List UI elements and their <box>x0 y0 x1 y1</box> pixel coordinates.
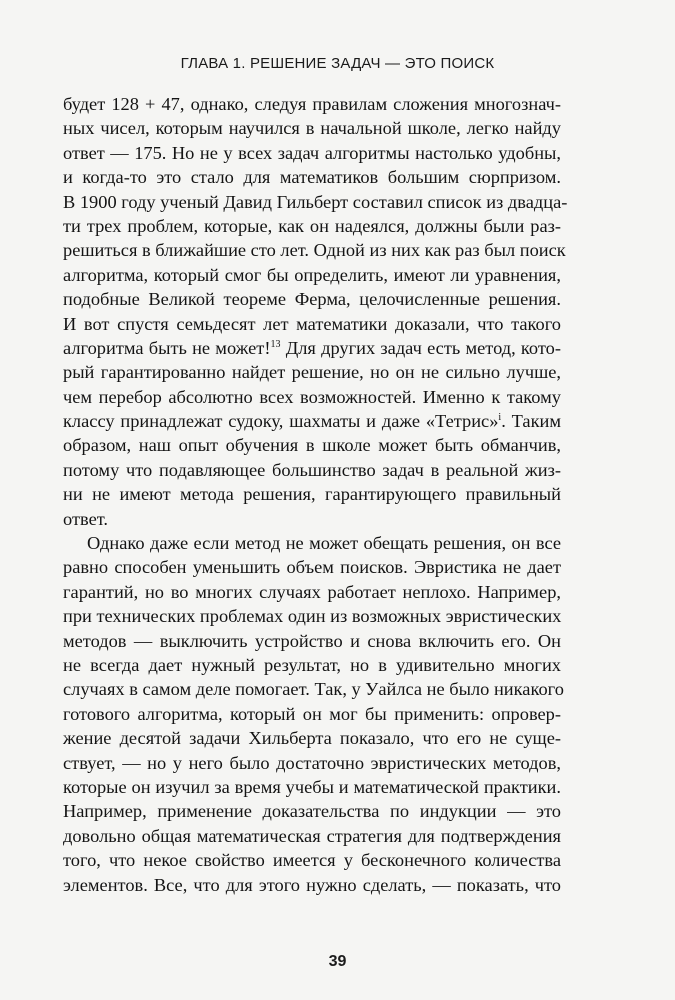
paragraph-first-line: Однако даже если метод не может обещать решения, он все <box>87 533 561 554</box>
text-line: Например, применение доказательства по индукции — это <box>63 801 561 822</box>
text-line: при технических проблемах один из возможных эвристических <box>63 606 562 627</box>
text-line: И вот спустя семьдесят лет математики доказали, что такого <box>63 313 561 334</box>
text-line: жение десятой задачи Хильберта показало, что его не суще- <box>63 728 561 749</box>
text-line: В 1900 году ученый Давид Гильберт составил список из двадца- <box>63 191 568 212</box>
text-segment: Для других задач есть метод, кото- <box>285 337 561 358</box>
text-line: случаях в самом деле помогает. Так, у Уайлса не было никакого <box>63 679 564 700</box>
text-line: чем перебор абсолютно всех возможностей. Именно к такому <box>63 386 561 407</box>
text-line: элементов. Все, что для этого нужно сделать, — показать, что <box>63 874 561 895</box>
text-line: ных чисел, которым научился в начальной школе, легко найду <box>63 118 561 139</box>
text-line: решиться в ближайшие сто лет. Одной из них как раз был поиск <box>63 240 566 261</box>
page-number: 39 <box>328 953 347 970</box>
text-line: методов — выключить устройство и снова включить его. Он <box>63 630 561 651</box>
text-line: алгоритма, который смог бы определить, имеют ли уравнения, <box>63 264 561 285</box>
text-line-with-footnote <box>63 336 561 360</box>
text-line: готового алгоритма, который он мог бы применить: опровер- <box>63 703 561 724</box>
footnote-marker: 13 <box>270 338 281 350</box>
text-line: будет 128 + 47, однако, следуя правилам сложения многознач- <box>63 94 561 114</box>
text-line: ствует, — но у него было достаточно эвристических методов, <box>63 752 561 773</box>
text-line: равно способен уменьшить объем поисков. Эвристика не дает <box>63 557 561 578</box>
text-line: и когда-то это стало для математиков большим сюрпризом. <box>63 167 561 188</box>
text-segment: алгоритма быть не может! <box>63 337 271 358</box>
text-line: ти трех проблем, которые, как он надеялся, должны были раз- <box>63 215 561 236</box>
text-line: ответ. <box>63 508 108 529</box>
text-line: не всегда дает нужный результат, но в удивительно многих <box>63 654 561 675</box>
text-line: рый гарантированно найдет решение, но он не сильно лучше, <box>63 362 561 383</box>
text-segment: . Таким <box>501 411 561 432</box>
text-line-with-footnote <box>63 409 561 433</box>
text-segment: классу принадлежат судоку, шахматы и даже «Тетрис» <box>63 411 499 432</box>
text-line: подобные Великой теореме Ферма, целочисленные решения. <box>63 289 561 310</box>
text-line: того, что некое свойство имеется у бесконечного количества <box>63 850 561 871</box>
text-line: потому что подавляющее большинство задач в реальной жиз- <box>63 459 561 480</box>
body-text <box>63 92 568 897</box>
text-line: которые он изучил за время учебы и математической практики. <box>63 776 561 797</box>
text-line: гарантий, но во многих случаях работает неплохо. Например, <box>63 581 561 602</box>
text-line: довольно общая математическая стратегия для подтверждения <box>63 825 561 846</box>
running-head: ГЛАВА 1. РЕШЕНИЕ ЗАДАЧ — ЭТО ПОИСК <box>180 55 495 72</box>
text-line: образом, наш опыт обучения в школе может быть обманчив, <box>63 435 561 456</box>
footnote-marker: i <box>498 412 502 424</box>
text-line: ни не имеют метода решения, гарантирующего правильный <box>63 484 561 505</box>
text-line: ответ — 175. Но не у всех задач алгоритмы настолько удобны, <box>63 142 561 163</box>
